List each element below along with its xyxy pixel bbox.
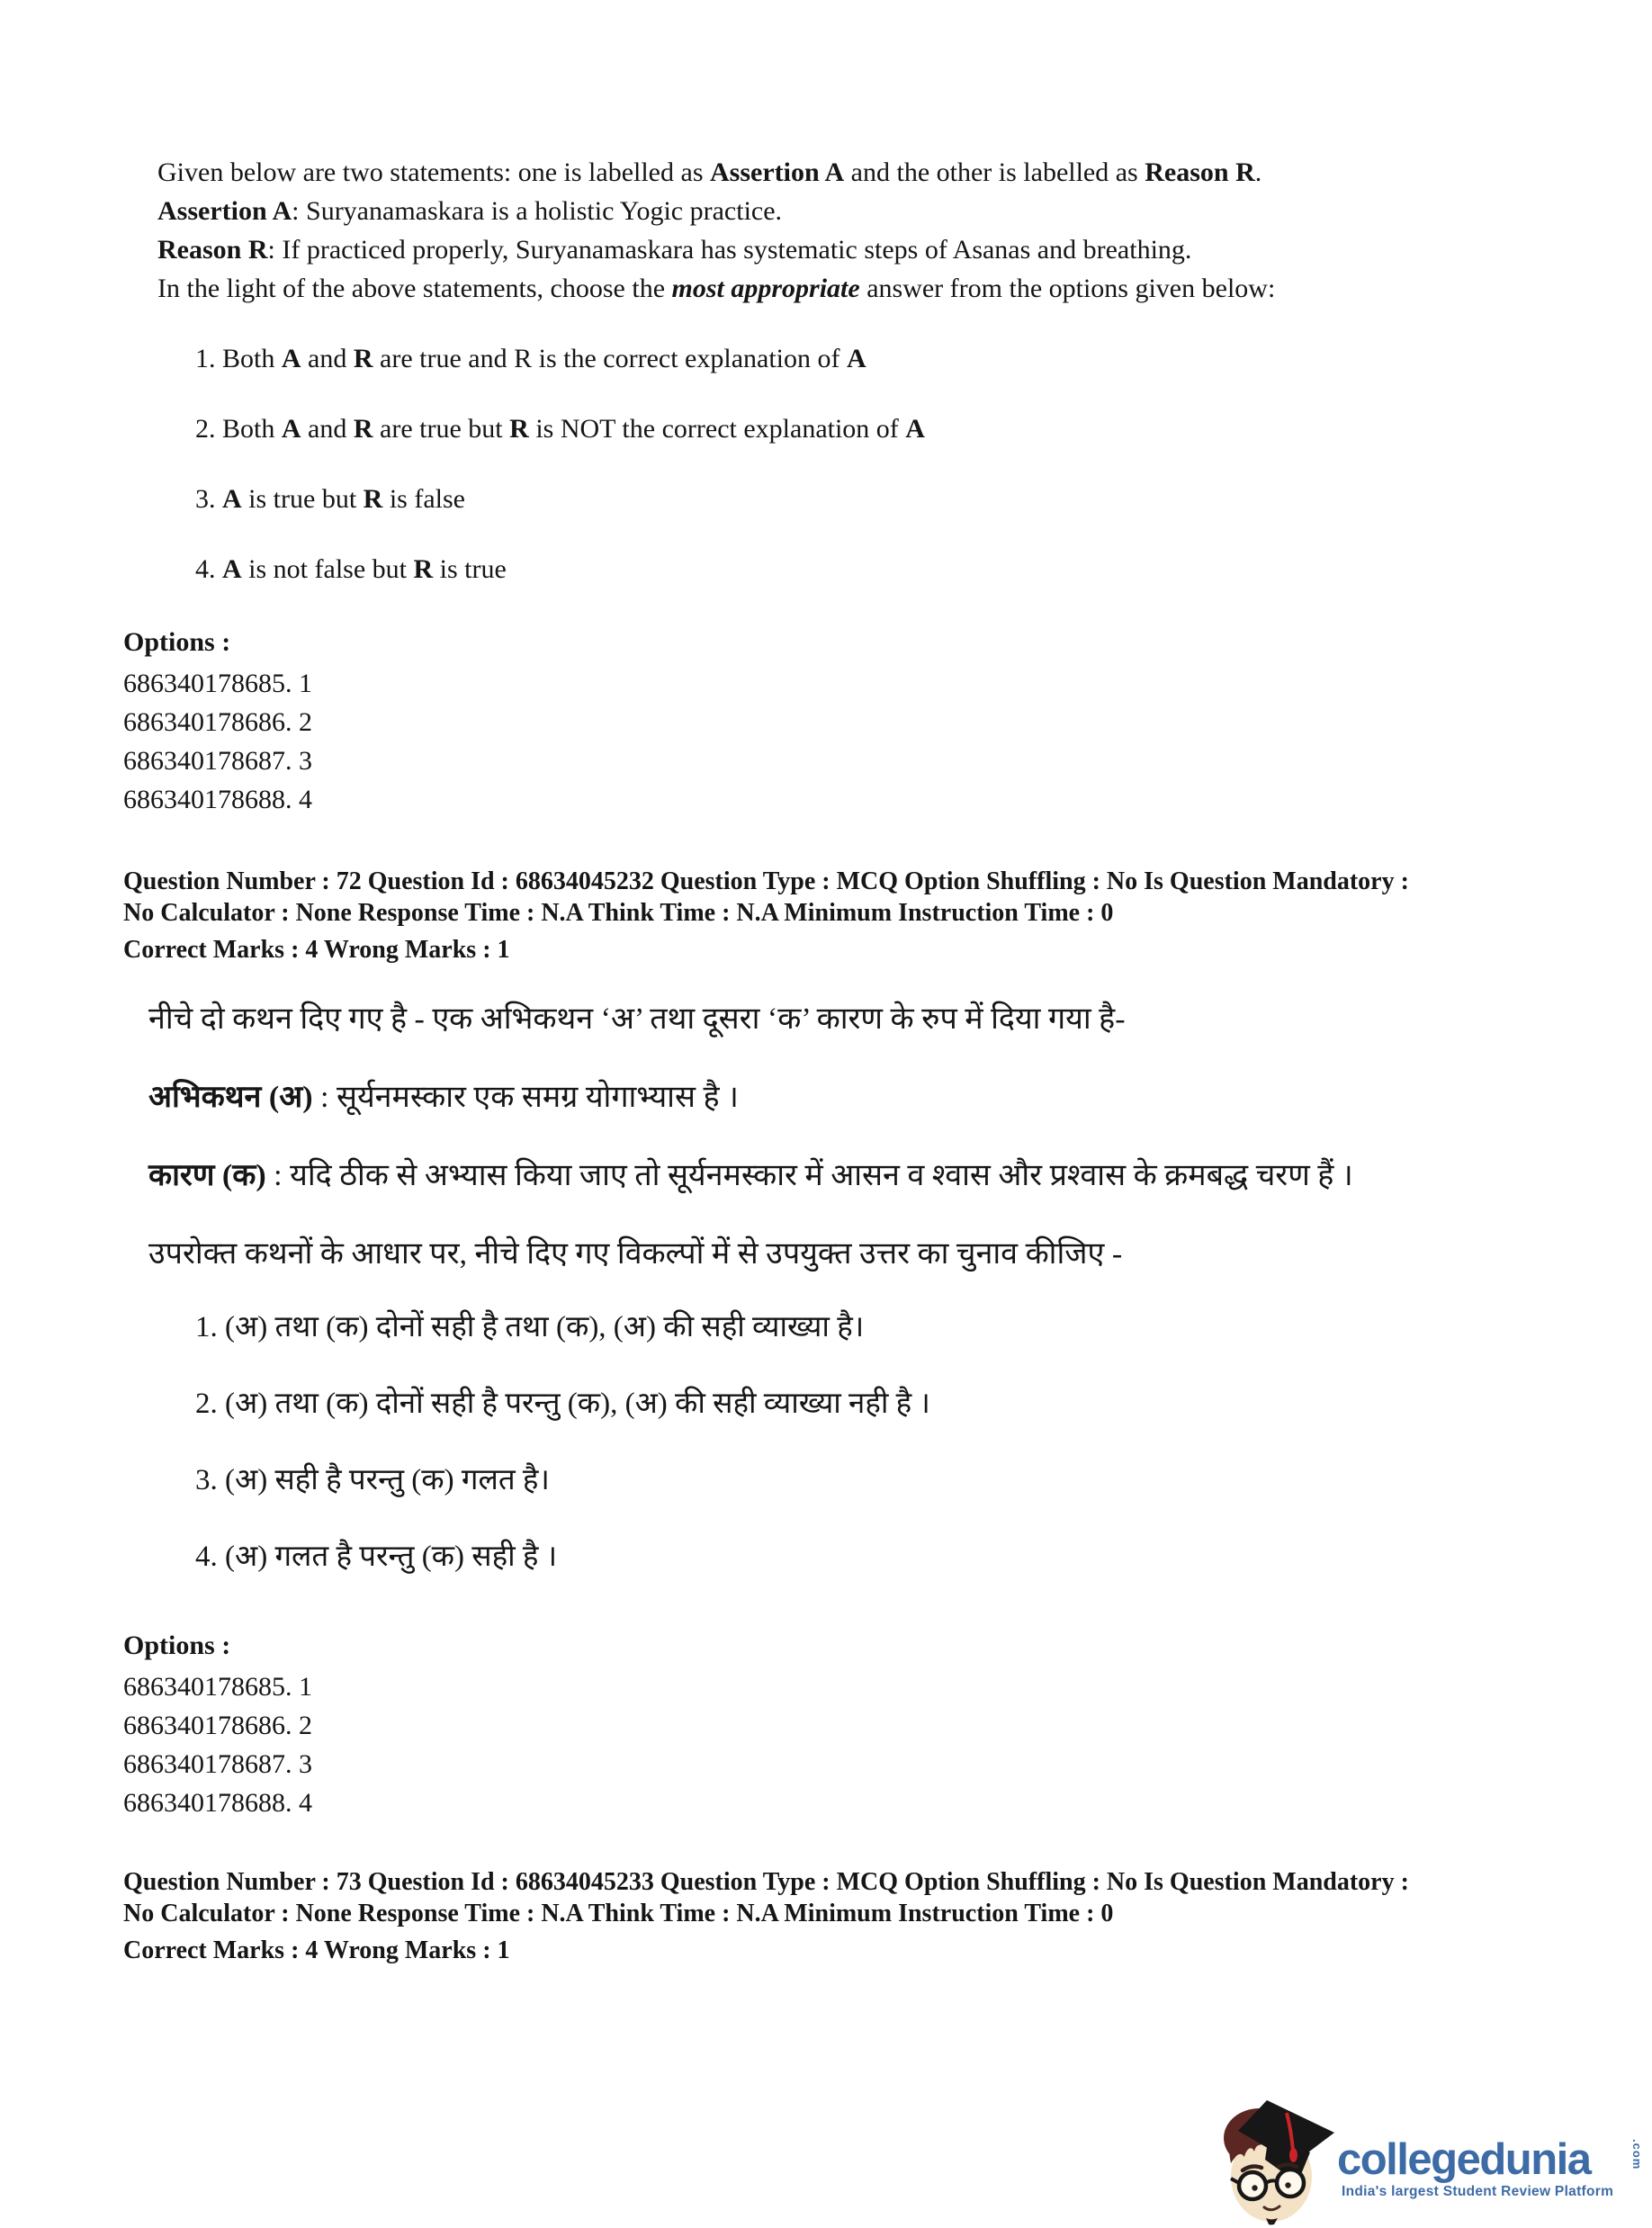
options-label: Options : [123,627,231,657]
metadata-marks-line: Correct Marks : 4 Wrong Marks : 1 [123,1936,510,1964]
metadata-line-2: No Calculator : None Response Time : N.A Think Time : N.A Minimum Instruction Time : 0 [123,899,1114,927]
options-label: Options : [123,1631,231,1660]
metadata-marks-line: Correct Marks : 4 Wrong Marks : 1 [123,936,510,964]
option-id-row: 686340178686. 2 [123,1711,312,1740]
options-id-block-2 [123,1626,312,1822]
option-id-row: 686340178687. 3 [123,1749,312,1779]
hindi-option-2: 2. (अ) तथा (क) दोनों सही है परन्तु (क), (अ) की सही व्याख्या नही है । [195,1388,930,1420]
collegedunia-logo-tld: .com [1630,2139,1644,2170]
collegedunia-mascot [1215,2100,1336,2226]
hindi-option-4: 4. (अ) गलत है परन्तु (क) सही है । [195,1541,558,1573]
question-72-english-text [157,153,1275,308]
intro-line-1: Given below are two statements: one is labelled as Assertion A and the other is labelled as Reason R. [157,157,1262,187]
english-option-3: 3. A is true but R is false [195,484,465,514]
hindi-assertion-line: अभिकथन (अ) : सूर्यनमस्कार एक समग्र योगाभ्यास है । [148,1081,739,1114]
english-option-2: 2. Both A and R are true but R is NOT the correct explanation of A [195,414,925,444]
question-72-hindi-text [148,999,1353,1275]
question-72-english-options [195,339,925,588]
options-id-block-1 [123,623,312,819]
hindi-reason-line: कारण (क) : यदि ठीक से अभ्यास किया जाए तो सूर्यनमस्कार में आसन व श्वास और प्रश्वास के क्रमबद्ध चरण हैं । [148,1159,1353,1192]
option-id-row: 686340178688. 4 [123,1788,312,1818]
option-id-row: 686340178688. 4 [123,785,312,814]
hindi-instruction-line: उपरोक्त कथनों के आधार पर, नीचे दिए गए विकल्पों में से उपयुक्त उत्तर का चुनाव कीजिए - [148,1237,1123,1271]
option-id-row: 686340178685. 1 [123,669,312,698]
option-id-row: 686340178686. 2 [123,707,312,737]
intro-line-2: Assertion A: Suryanamaskara is a holistic Yogic practice. [157,196,783,226]
english-option-1: 1. Both A and R are true and R is the correct explanation of A [195,344,866,373]
question-72-metadata [123,866,1409,966]
hindi-option-3: 3. (अ) सही है परन्तु (क) गलत है। [195,1464,550,1496]
metadata-line-1: Question Number : 73 Question Id : 68634045233 Question Type : MCQ Option Shuffling : No Is Question Mandatory : [123,1868,1409,1896]
intro-line-3: Reason R: If practiced properly, Suryanamaskara has systematic steps of Asanas and breathing. [157,235,1192,265]
english-option-4: 4. A is not false but R is true [195,554,507,584]
metadata-line-1: Question Number : 72 Question Id : 68634045232 Question Type : MCQ Option Shuffling : No Is Question Mandatory : [123,867,1409,895]
question-73-metadata [123,1866,1409,1966]
metadata-line-2: No Calculator : None Response Time : N.A Think Time : N.A Minimum Instruction Time : 0 [123,1900,1114,1927]
intro-line-4: In the light of the above statements, choose the most appropriate answer from the options given below: [157,274,1276,303]
hindi-option-1: 1. (अ) तथा (क) दोनों सही है तथा (क), (अ) की सही व्याख्या है। [195,1311,865,1343]
question-72-hindi-options [195,1307,930,1577]
collegedunia-logo-text: collegedunia [1337,2135,1591,2184]
hindi-intro-line-1: नीचे दो कथन दिए गए है - एक अभिकथन ‘अ’ तथा दूसरा ‘क’ कारण के रुप में दिया गया है- [148,1002,1126,1036]
option-id-row: 686340178685. 1 [123,1672,312,1702]
option-id-row: 686340178687. 3 [123,746,312,776]
collegedunia-tagline: India's largest Student Review Platform [1342,2184,1614,2199]
